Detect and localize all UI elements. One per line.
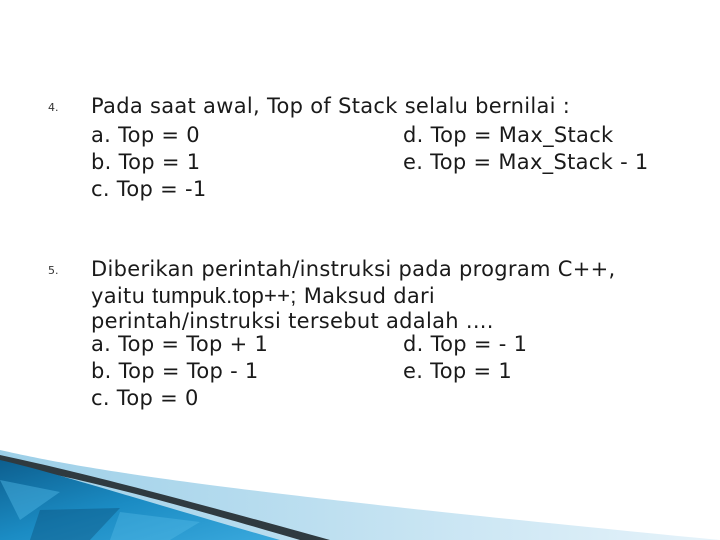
option-d: d. Top = Max_Stack bbox=[403, 123, 614, 147]
code-snippet: tumpuk.top++; bbox=[152, 283, 297, 308]
question-number: 5. bbox=[48, 264, 59, 277]
option-a: a. Top = 0 bbox=[91, 123, 200, 147]
question-stem-line-3: perintah/instruksi tersebut adalah .... bbox=[91, 309, 494, 333]
option-a: a. Top = Top + 1 bbox=[91, 332, 269, 356]
stem-text: yaitu bbox=[91, 284, 153, 308]
stem-text: Maksud dari bbox=[296, 284, 436, 308]
option-b: b. Top = 1 bbox=[91, 150, 201, 174]
question-stem: Pada saat awal, Top of Stack selalu bernilai : bbox=[91, 94, 571, 118]
question-number: 4. bbox=[48, 101, 59, 114]
question-stem-line-2 bbox=[91, 282, 435, 310]
option-e: e. Top = 1 bbox=[403, 359, 513, 383]
option-c: c. Top = 0 bbox=[91, 386, 199, 410]
question-stem: Diberikan perintah/instruksi pada program C++, bbox=[91, 257, 616, 281]
footer-swoosh-decoration bbox=[0, 450, 720, 540]
option-d: d. Top = - 1 bbox=[403, 332, 528, 356]
option-b: b. Top = Top - 1 bbox=[91, 359, 259, 383]
option-e: e. Top = Max_Stack - 1 bbox=[403, 150, 649, 174]
option-c: c. Top = -1 bbox=[91, 177, 207, 201]
